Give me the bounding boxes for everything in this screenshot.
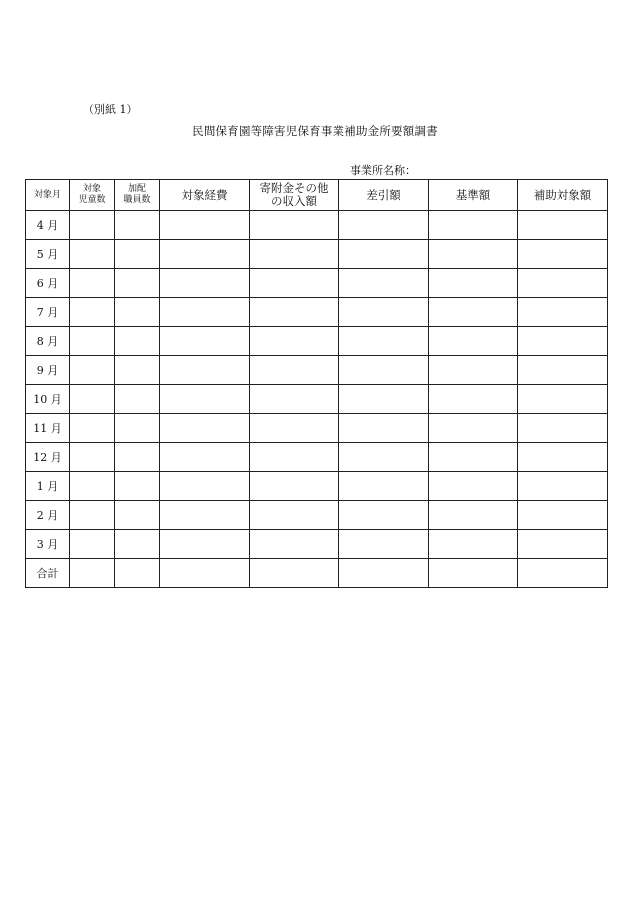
entry-cell-difference-amount[interactable] [339,501,429,530]
column-header-line: 補助対象額 [533,187,592,202]
entry-cell-difference-amount[interactable] [339,211,429,240]
column-header-line: 対象月 [33,189,61,200]
entry-cell-standard-amount[interactable] [429,356,518,385]
entry-cell-difference-amount[interactable] [339,385,429,414]
entry-cell-donations-other-income[interactable] [250,385,339,414]
row-label-month: 6 月 [26,269,70,298]
entry-cell-additional-staff-count[interactable] [115,443,160,472]
row-label-month: 11 月 [26,414,70,443]
entry-cell-standard-amount[interactable] [429,472,518,501]
table-row [26,211,608,240]
column-header-line: の収入額 [271,194,317,208]
entry-cell-difference-amount[interactable] [339,530,429,559]
entry-cell-target-children-count[interactable] [70,269,115,298]
table-row [26,269,608,298]
entry-cell-difference-amount[interactable] [339,240,429,269]
entry-cell-additional-staff-count[interactable] [115,559,160,588]
entry-cell-standard-amount[interactable] [429,414,518,443]
entry-cell-additional-staff-count[interactable] [115,501,160,530]
entry-cell-target-children-count[interactable] [70,530,115,559]
entry-cell-subsidy-target-amount[interactable] [518,414,608,443]
entry-cell-target-expenses[interactable] [160,356,250,385]
row-label-month: 2 月 [26,501,70,530]
entry-cell-subsidy-target-amount[interactable] [518,559,608,588]
entry-cell-standard-amount[interactable] [429,530,518,559]
row-label-month: 12 月 [26,443,70,472]
table-row [26,559,608,588]
entry-cell-subsidy-target-amount[interactable] [518,327,608,356]
column-header-difference-amount [339,180,429,211]
entry-cell-subsidy-target-amount[interactable] [518,443,608,472]
entry-cell-target-children-count[interactable] [70,501,115,530]
row-label-month: 8 月 [26,327,70,356]
entry-cell-additional-staff-count[interactable] [115,240,160,269]
table-row [26,501,608,530]
document-title: 民間保育園等障害児保育事業補助金所要額調書 [192,124,438,138]
entry-cell-donations-other-income[interactable] [250,530,339,559]
entry-cell-donations-other-income[interactable] [250,240,339,269]
row-label-month: 9 月 [26,356,70,385]
entry-cell-target-children-count[interactable] [70,356,115,385]
table-row [26,472,608,501]
column-header-target-month [26,180,70,211]
column-header-target-expenses [160,180,250,211]
column-header-line: 寄附金その他 [259,181,329,195]
entry-cell-standard-amount[interactable] [429,240,518,269]
entry-cell-standard-amount[interactable] [429,327,518,356]
entry-cell-subsidy-target-amount[interactable] [518,530,608,559]
row-label-month: 5 月 [26,240,70,269]
entry-cell-difference-amount[interactable] [339,559,429,588]
office-name-label: 事業所名称： [350,164,416,177]
entry-cell-target-children-count[interactable] [70,385,115,414]
entry-cell-target-expenses[interactable] [160,298,250,327]
column-header-target-children-count [70,180,115,211]
entry-cell-difference-amount[interactable] [339,472,429,501]
entry-cell-subsidy-target-amount[interactable] [518,356,608,385]
entry-cell-target-children-count[interactable] [70,559,115,588]
entry-cell-donations-other-income[interactable] [250,211,339,240]
entry-cell-subsidy-target-amount[interactable] [518,501,608,530]
column-header-line: 差引額 [366,187,401,202]
table-header-row [26,180,608,211]
entry-cell-target-children-count[interactable] [70,211,115,240]
entry-cell-target-expenses[interactable] [160,501,250,530]
entry-cell-target-expenses[interactable] [160,414,250,443]
entry-cell-subsidy-target-amount[interactable] [518,240,608,269]
entry-cell-subsidy-target-amount[interactable] [518,472,608,501]
entry-cell-target-expenses[interactable] [160,269,250,298]
entry-cell-donations-other-income[interactable] [250,472,339,501]
entry-cell-difference-amount[interactable] [339,327,429,356]
table-row [26,240,608,269]
entry-cell-target-expenses[interactable] [160,211,250,240]
row-label-month: 3 月 [26,530,70,559]
entry-cell-donations-other-income[interactable] [250,356,339,385]
entry-cell-difference-amount[interactable] [339,298,429,327]
table-row [26,327,608,356]
entry-cell-subsidy-target-amount[interactable] [518,385,608,414]
entry-cell-subsidy-target-amount[interactable] [518,211,608,240]
entry-cell-subsidy-target-amount[interactable] [518,298,608,327]
entry-cell-difference-amount[interactable] [339,356,429,385]
entry-cell-target-expenses[interactable] [160,240,250,269]
entry-cell-additional-staff-count[interactable] [115,269,160,298]
column-header-line: 加配 [127,184,146,194]
entry-cell-standard-amount[interactable] [429,443,518,472]
table-row [26,385,608,414]
entry-cell-standard-amount[interactable] [429,211,518,240]
entry-cell-target-expenses[interactable] [160,472,250,501]
entry-cell-additional-staff-count[interactable] [115,356,160,385]
entry-cell-difference-amount[interactable] [339,414,429,443]
entry-cell-target-children-count[interactable] [70,298,115,327]
entry-cell-additional-staff-count[interactable] [115,298,160,327]
entry-cell-donations-other-income[interactable] [250,559,339,588]
column-header-line: 基準額 [455,187,491,202]
entry-cell-target-expenses[interactable] [160,385,250,414]
entry-cell-donations-other-income[interactable] [250,327,339,356]
entry-cell-target-children-count[interactable] [70,327,115,356]
entry-cell-donations-other-income[interactable] [250,298,339,327]
subsidy-table [25,179,608,588]
entry-cell-target-children-count[interactable] [70,414,115,443]
entry-cell-subsidy-target-amount[interactable] [518,269,608,298]
row-label-month: 1 月 [26,472,70,501]
entry-cell-additional-staff-count[interactable] [115,211,160,240]
table-row [26,443,608,472]
row-label-month: 合計 [26,559,70,588]
entry-cell-standard-amount[interactable] [429,385,518,414]
table-row [26,356,608,385]
column-header-subsidy-target-amount [518,180,608,211]
row-label-month: 10 月 [26,385,70,414]
entry-cell-standard-amount[interactable] [429,559,518,588]
entry-cell-target-children-count[interactable] [70,472,115,501]
column-header-line: 対象 [82,184,101,194]
entry-cell-target-expenses[interactable] [160,327,250,356]
column-header-line: 対象経費 [181,187,228,202]
entry-cell-target-expenses[interactable] [160,443,250,472]
attachment-label: （別紙 1） [83,103,138,116]
table-row [26,530,608,559]
entry-cell-donations-other-income[interactable] [250,501,339,530]
row-label-month: 4 月 [26,211,70,240]
column-header-additional-staff-count [115,180,160,211]
entry-cell-donations-other-income[interactable] [250,414,339,443]
entry-cell-standard-amount[interactable] [429,269,518,298]
column-header-donations-other-income [250,180,339,211]
column-header-line: 児童数 [78,195,106,205]
entry-cell-difference-amount[interactable] [339,443,429,472]
column-header-line: 職員数 [123,195,151,205]
entry-cell-additional-staff-count[interactable] [115,385,160,414]
entry-cell-additional-staff-count[interactable] [115,327,160,356]
entry-cell-target-expenses[interactable] [160,559,250,588]
entry-cell-standard-amount[interactable] [429,298,518,327]
entry-cell-additional-staff-count[interactable] [115,414,160,443]
row-label-month: 7 月 [26,298,70,327]
table-body [26,211,608,588]
entry-cell-target-children-count[interactable] [70,240,115,269]
entry-cell-additional-staff-count[interactable] [115,530,160,559]
entry-cell-target-expenses[interactable] [160,530,250,559]
table-row [26,414,608,443]
entry-cell-additional-staff-count[interactable] [115,472,160,501]
entry-cell-donations-other-income[interactable] [250,269,339,298]
table-row [26,298,608,327]
entry-cell-target-children-count[interactable] [70,443,115,472]
column-header-standard-amount [429,180,518,211]
entry-cell-standard-amount[interactable] [429,501,518,530]
entry-cell-difference-amount[interactable] [339,269,429,298]
entry-cell-donations-other-income[interactable] [250,443,339,472]
